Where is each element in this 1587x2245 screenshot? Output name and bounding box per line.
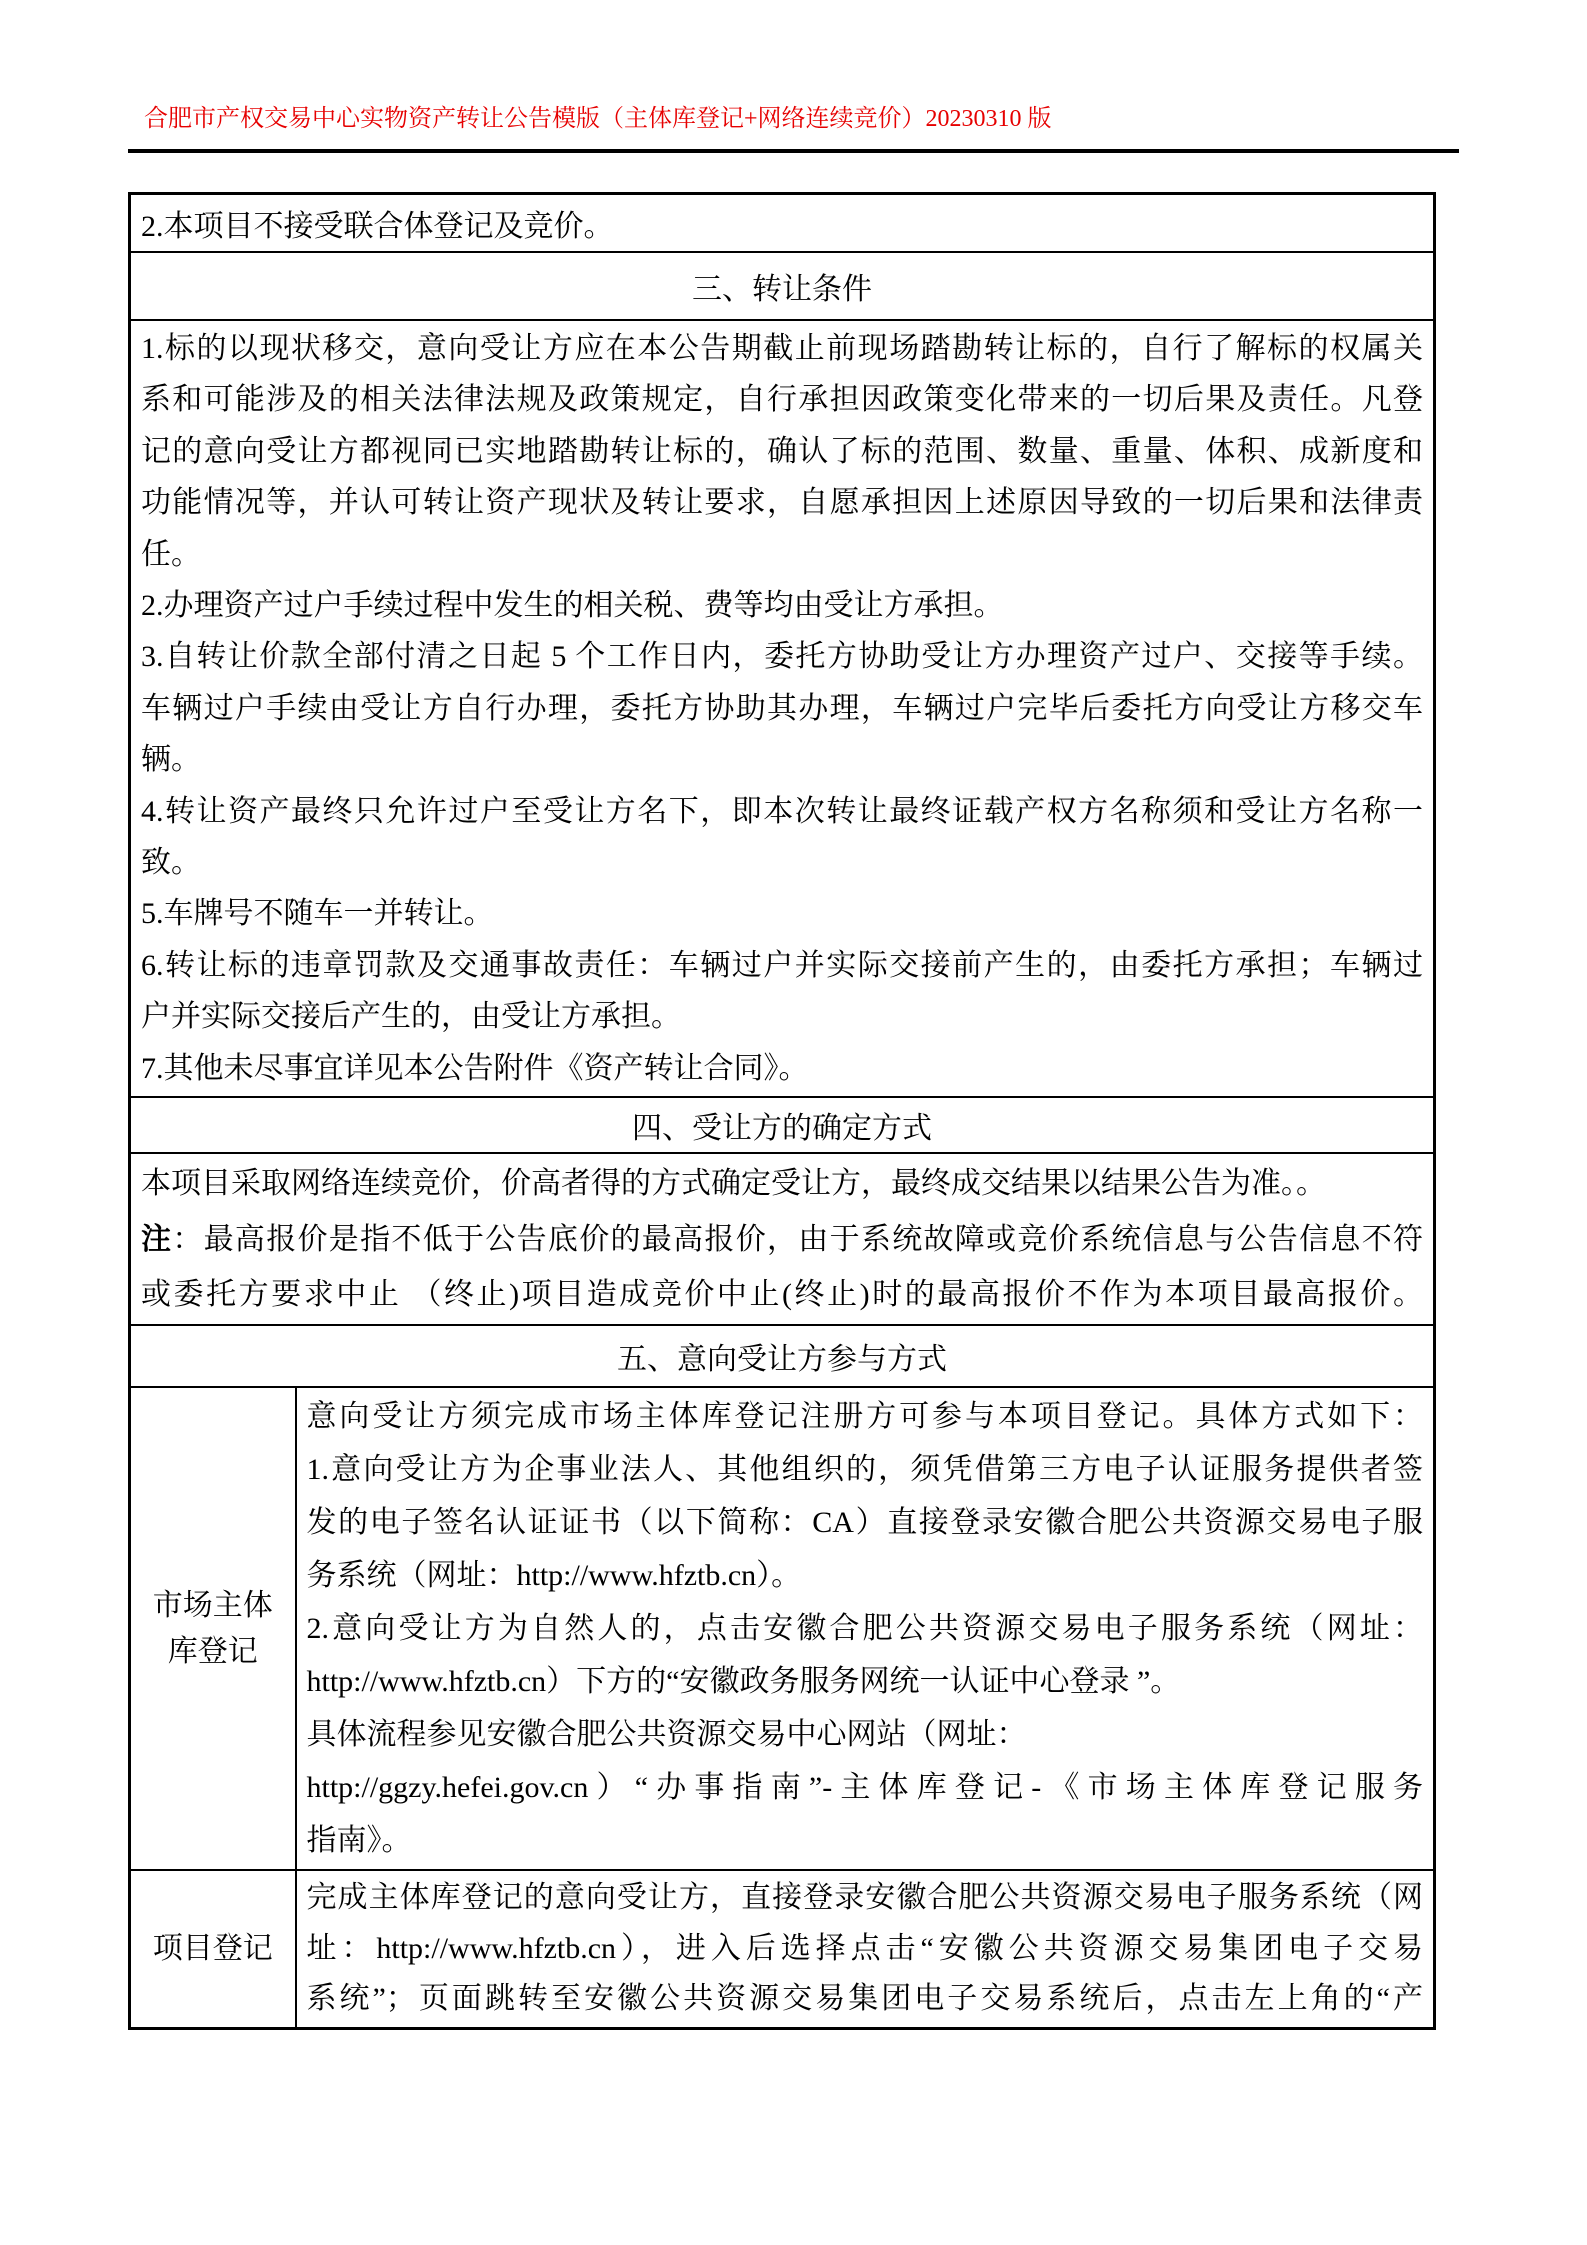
table-row: [130, 1387, 1435, 1870]
table-row: [130, 1870, 1435, 2028]
text-line: 2.本项目不接受联合体登记及竞价。: [141, 210, 614, 243]
text-line: 记的意向受让方都视同已实地踏勘转让标的，确认了标的范围、数量、重量、体积、成新度和: [141, 434, 1423, 468]
text-line: 5.车牌号不随车一并转让。: [141, 897, 494, 931]
text-line: 4.转让资产最终只允许过户至受让方名下，即本次转让最终证载产权方名称须和受让方名称一: [141, 794, 1423, 828]
table-row: [130, 1325, 1435, 1387]
text-line: 7.其他未尽事宜详见本公告附件《资产转让合同》。: [141, 1051, 809, 1085]
label-line: 项目登记: [152, 1932, 273, 1966]
text-line: 完成主体库登记的意向受让方，直接登录安徽合肥公共资源交易电子服务系统（网: [306, 1881, 1423, 1915]
text-line: 2.意向受让方为自然人的，点击安徽合肥公共资源交易电子服务系统（网址：: [306, 1612, 1423, 1646]
section4-content: [130, 1153, 1435, 1325]
table-row: [130, 1097, 1435, 1153]
table-row: [130, 320, 1435, 1097]
project-registry-content: [296, 1870, 1435, 2028]
text-line: 或委托方要求中止 （终止)项目造成竞价中止(终止)时的最高报价不作为本项目最高报价。: [141, 1277, 1423, 1311]
intro-cell: [130, 194, 1435, 253]
text-line: 1.标的以现状移交，意向受让方应在本公告期截止前现场踏勘转让标的，自行了解标的权属关: [141, 332, 1423, 365]
text-line: 务系统（网址：http://www.hfztb.cn）。: [306, 1559, 802, 1593]
text-line: [141, 1212, 1423, 1267]
section3-heading: 三、转让条件: [130, 252, 1435, 320]
text-line: 指南》。: [306, 1824, 412, 1858]
text-line: 车辆过户手续由受让方自行办理，委托方协助其办理，车辆过户完毕后委托方向受让方移交车: [141, 691, 1423, 725]
text-line: 6.转让标的违章罚款及交通事故责任：车辆过户并实际交接前产生的，由委托方承担；车辆过: [141, 948, 1423, 982]
text-line: 辆。: [141, 743, 201, 777]
section3-content: [130, 320, 1435, 1097]
text-line: 3.自转让价款全部付清之日起 5 个工作日内，委托方协助受让方办理资产过户、交接等手续。: [141, 640, 1423, 674]
header-rule: [128, 149, 1459, 153]
text-line: 具体流程参见安徽合肥公共资源交易中心网站（网址：: [306, 1718, 1027, 1752]
page-title: 合肥市产权交易中心实物资产转让公告模版（主体库登记+网络连续竞价）20230310 版: [144, 106, 1052, 132]
text-line: 户并实际交接后产生的，由受让方承担。: [141, 1000, 681, 1034]
market-registry-content: [296, 1387, 1435, 1870]
table-row: [130, 194, 1435, 253]
text-line: 系和可能涉及的相关法律法规及政策规定，自行承担因政策变化带来的一切后果及责任。凡登: [141, 383, 1423, 417]
table-row: [130, 252, 1435, 320]
label-line: 市场主体: [152, 1588, 273, 1622]
table-row: [130, 1153, 1435, 1325]
market-registry-label: [130, 1387, 296, 1870]
text-line: 发的电子签名认证证书（以下简称：CA）直接登录安徽合肥公共资源交易电子服: [306, 1506, 1423, 1540]
text-line: 1.意向受让方为企事业法人、其他组织的，须凭借第三方电子认证服务提供者签: [306, 1453, 1423, 1487]
text-line: 意向受让方须完成市场主体库登记注册方可参与本项目登记。具体方式如下：: [306, 1400, 1423, 1434]
label-line: 库登记: [167, 1634, 258, 1668]
text-line: http://ggzy.hefei.gov.cn）“办事指南”-主体库登记-《市场主体库登记服务: [306, 1771, 1423, 1805]
text-line: 本项目采取网络连续竞价，价高者得的方式确定受让方，最终成交结果以结果公告为准。。: [141, 1167, 1326, 1201]
note-text: ：最高报价是指不低于公告底价的最高报价，由于系统故障或竞价系统信息与公告信息不符: [172, 1222, 1424, 1256]
text-line: 功能情况等，并认可转让资产现状及转让要求，自愿承担因上述原因导致的一切后果和法律责: [141, 486, 1423, 520]
text-line: 址：http://www.hfztb.cn），进入后选择点击“安徽公共资源交易集团电子交易: [306, 1931, 1423, 1965]
text-line: 2.办理资产过户手续过程中发生的相关税、费等均由受让方承担。: [141, 589, 1004, 623]
text-line: 任。: [141, 537, 201, 571]
note-label: 注: [141, 1222, 173, 1256]
doc-table: [128, 192, 1436, 2030]
section5-heading: 五、意向受让方参与方式: [130, 1325, 1435, 1387]
section4-heading: 四、受让方的确定方式: [130, 1097, 1435, 1153]
text-line: 致。: [141, 846, 201, 880]
text-line: http://www.hfztb.cn）下方的“安徽政务服务网统一认证中心登录 ”。: [306, 1665, 1181, 1699]
text-line: 系统”；页面跳转至安徽公共资源交易集团电子交易系统后，点击左上角的“产: [306, 1982, 1423, 2016]
project-registry-label: [130, 1870, 296, 2028]
